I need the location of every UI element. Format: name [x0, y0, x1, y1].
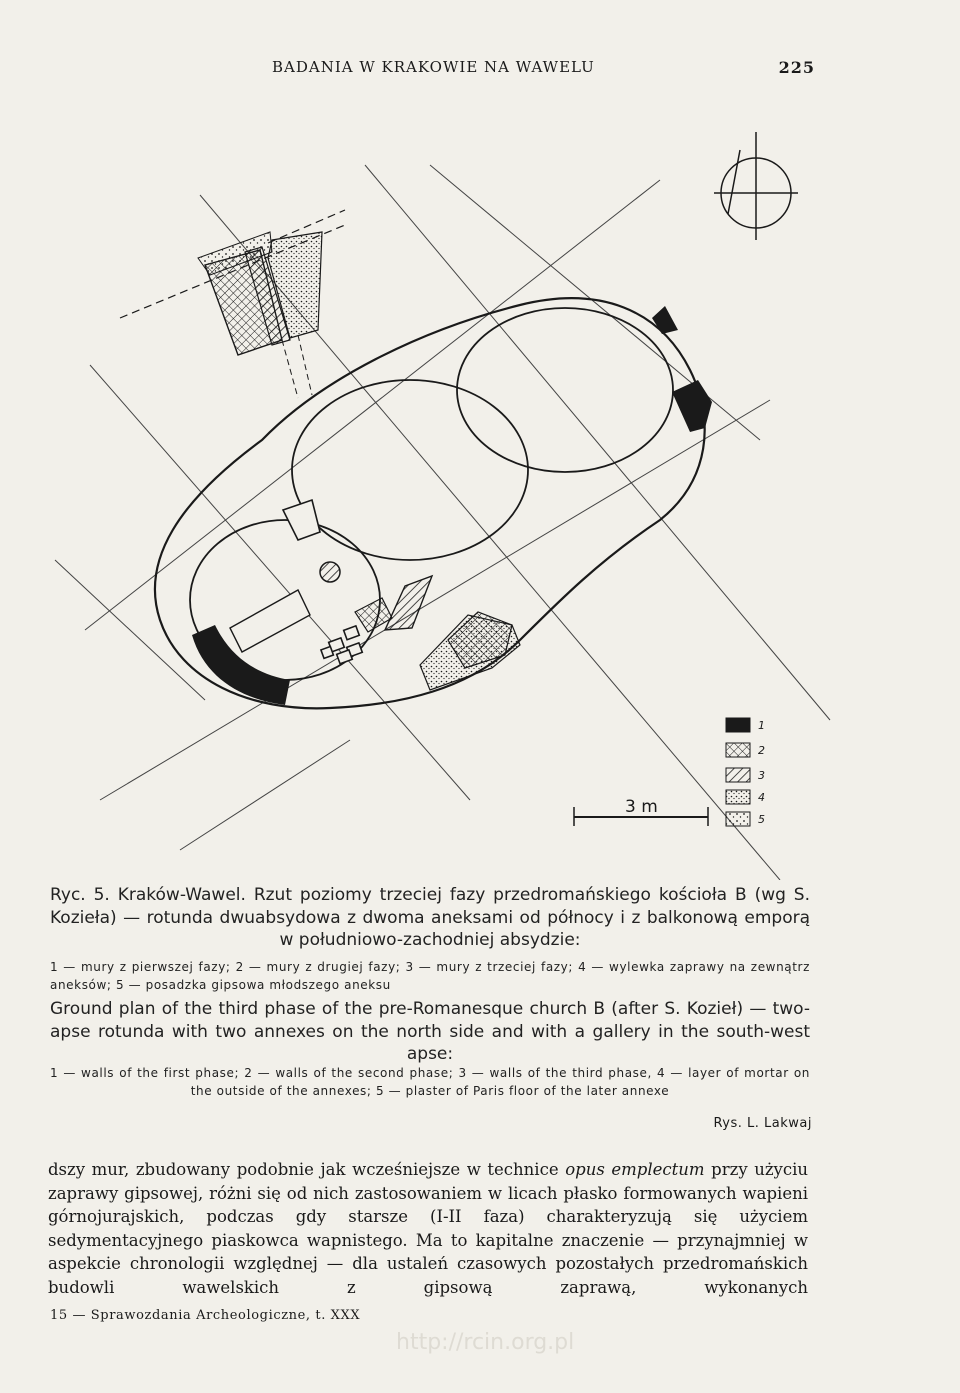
svg-text:3: 3 — [758, 769, 765, 782]
caption-polish-legend: 1 — mury z pierwszej fazy; 2 — mury z drugiej fazy; 3 — mury z trzeciej fazy; 4 — wylewka zaprawy na zewnątrz aneksów; 5 — posadzka gipsowa młodszego aneksu — [50, 960, 810, 992]
source-watermark: http://rcin.org.pl — [396, 1330, 575, 1355]
wall-phase-1-north — [652, 306, 678, 334]
body-text-2: przy użyciu zaprawy gipsowej, różni się od nich zastosowaniem w licach płasko formowanych wapieni górnojurajskich, podczas gdy starsze (I-II faza) charakteryzują się użyciem sedymentacyjnego piaskowca wapnistego. Ma to kapitalne znaczenie — przynajmniej w aspekcie chronologii względnej — dla ustaleń czasowych pozostałych przedromańskich budowli wawelskich z gipsową zaprawą, wykonanych — [48, 1160, 809, 1297]
scale-label: 3 m — [625, 797, 658, 817]
wall-phase-1-east — [672, 380, 712, 432]
caption-english: Ground plan of the third phase of the pre-Romanesque church B (after S. Kozieł) — two-apse rotunda with two annexes on the north side and with a gallery in the south-west apse: — [50, 999, 810, 1064]
body-emphasis: opus emplectum — [565, 1160, 705, 1179]
body-text-1: dszy mur, zbudowany podobnie jak wcześniejsze w technice — [48, 1160, 559, 1179]
font-pit — [320, 562, 340, 582]
svg-text:5: 5 — [758, 813, 765, 826]
page-number: 225 — [778, 58, 815, 77]
footer-signature: 15 — Sprawozdania Archeologiczne, t. XXX — [50, 1308, 361, 1323]
north-annex — [120, 210, 345, 398]
north-arrow-icon — [714, 132, 798, 240]
caption-polish: Ryc. 5. Kraków-Wawel. Rzut poziomy trzeciej fazy przedromańskiego kościoła B (wg S. Kozieła) — rotunda dwuabsydowa z dwoma aneksami od północy i z balkonową emporą w południowo-zachodniej absydzie: — [50, 885, 810, 950]
running-title: BADANIA W KRAKOWIE NA WAWELU — [272, 58, 595, 76]
survey-grid — [55, 165, 830, 880]
body-paragraph — [48, 1158, 808, 1299]
interior-features — [230, 500, 520, 690]
nave-circle — [292, 380, 528, 560]
caption-english-legend: 1 — walls of the first phase; 2 — walls of the second phase; 3 — walls of the third phase, 4 — layer of mortar on the outside of the annexes; 5 — plaster of Paris floor of the later annexe — [50, 1066, 810, 1098]
figure-legend — [726, 718, 765, 826]
svg-text:1: 1 — [758, 719, 765, 732]
north-east-apse — [457, 308, 673, 472]
svg-text:4: 4 — [758, 791, 765, 804]
svg-text:2: 2 — [758, 744, 765, 757]
drawing-credit: Rys. L. Lakwaj — [713, 1116, 812, 1131]
ground-plan-figure — [40, 120, 840, 880]
scale-bar — [574, 797, 708, 826]
